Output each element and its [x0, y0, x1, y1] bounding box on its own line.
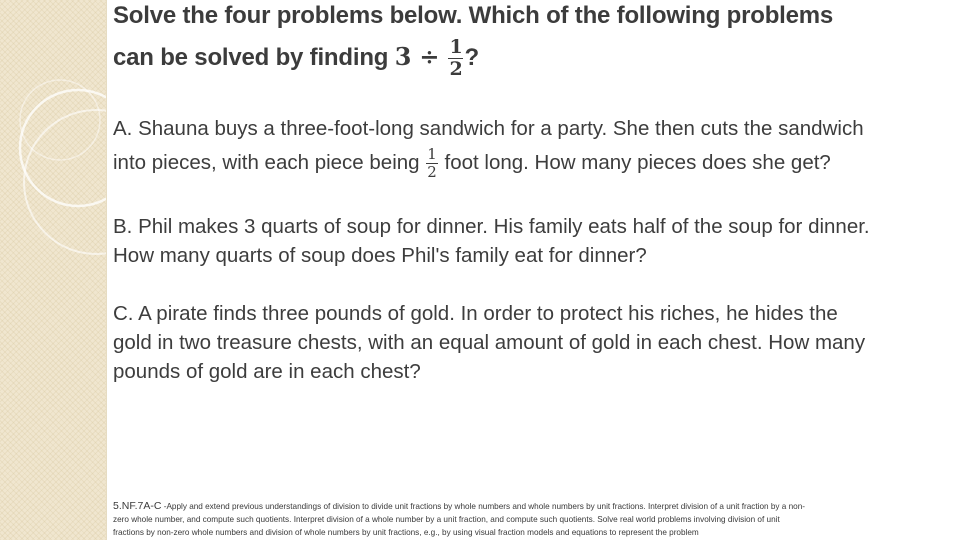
- problem-a: [113, 114, 953, 180]
- problem-a-line-2-pre: into pieces, with each piece being: [113, 150, 426, 174]
- heading-line-1: Solve the four problems below. Which of the following problems: [113, 2, 834, 29]
- problem-c-line-3: pounds of gold are in each chest?: [113, 360, 421, 383]
- problem-b: [113, 212, 953, 270]
- fraction-numerator: 1: [427, 145, 437, 163]
- problem-c: [113, 299, 953, 386]
- problem-b-line-1: B. Phil makes 3 quarts of soup for dinner. His family eats half of the soup for dinner.: [113, 215, 870, 238]
- standard-footnote: [113, 500, 953, 539]
- problem-a-line-1: A. Shauna buys a three-foot-long sandwich for a party. She then cuts the sandwich: [113, 117, 864, 140]
- heading-question-mark: ?: [464, 44, 479, 71]
- fraction-one-half: [426, 147, 438, 180]
- decorative-side-panel: [0, 0, 107, 540]
- fraction-one-half: [448, 38, 463, 79]
- heading-line-2: [113, 36, 953, 79]
- problem-c-line-1: C. A pirate finds three pounds of gold. In order to protect his riches, he hides the: [113, 302, 838, 325]
- problem-b-line-2: How many quarts of soup does Phil's family eat for dinner?: [113, 244, 647, 267]
- fraction-denominator: 2: [449, 58, 463, 81]
- division-expression: 3 ÷: [394, 42, 448, 71]
- fraction-denominator: 2: [427, 163, 437, 181]
- standard-line-3: fractions by non-zero whole numbers and division of whole numbers by unit fractions, e.g., by using visual fraction models and equations to represent the problem: [113, 528, 699, 537]
- fraction-numerator: 1: [449, 36, 463, 59]
- standard-line-1-text: -Apply and extend previous understandings of division to divide unit fractions by whole numbers and whole numbers by unit fractions. Interpret division of a unit fraction by a non-: [161, 502, 805, 511]
- standard-code: 5.NF.7A-C: [113, 500, 162, 512]
- standard-line-2: zero whole number, and compute such quotients. Interpret division of a whole number by a unit fraction, and compute such quotients. Solve real world problems involving division of unit: [113, 515, 780, 524]
- question-heading: [113, 4, 953, 79]
- problem-a-line-2: [113, 147, 953, 180]
- problem-c-line-2: gold in two treasure chests, with an equal amount of gold in each chest. How many: [113, 331, 866, 354]
- problem-a-line-2-post: foot long. How many pieces does she get?: [438, 150, 831, 174]
- standard-line-1: [113, 500, 953, 513]
- heading-line-2-text: can be solved by finding: [113, 44, 395, 71]
- decorative-circles: [0, 0, 106, 540]
